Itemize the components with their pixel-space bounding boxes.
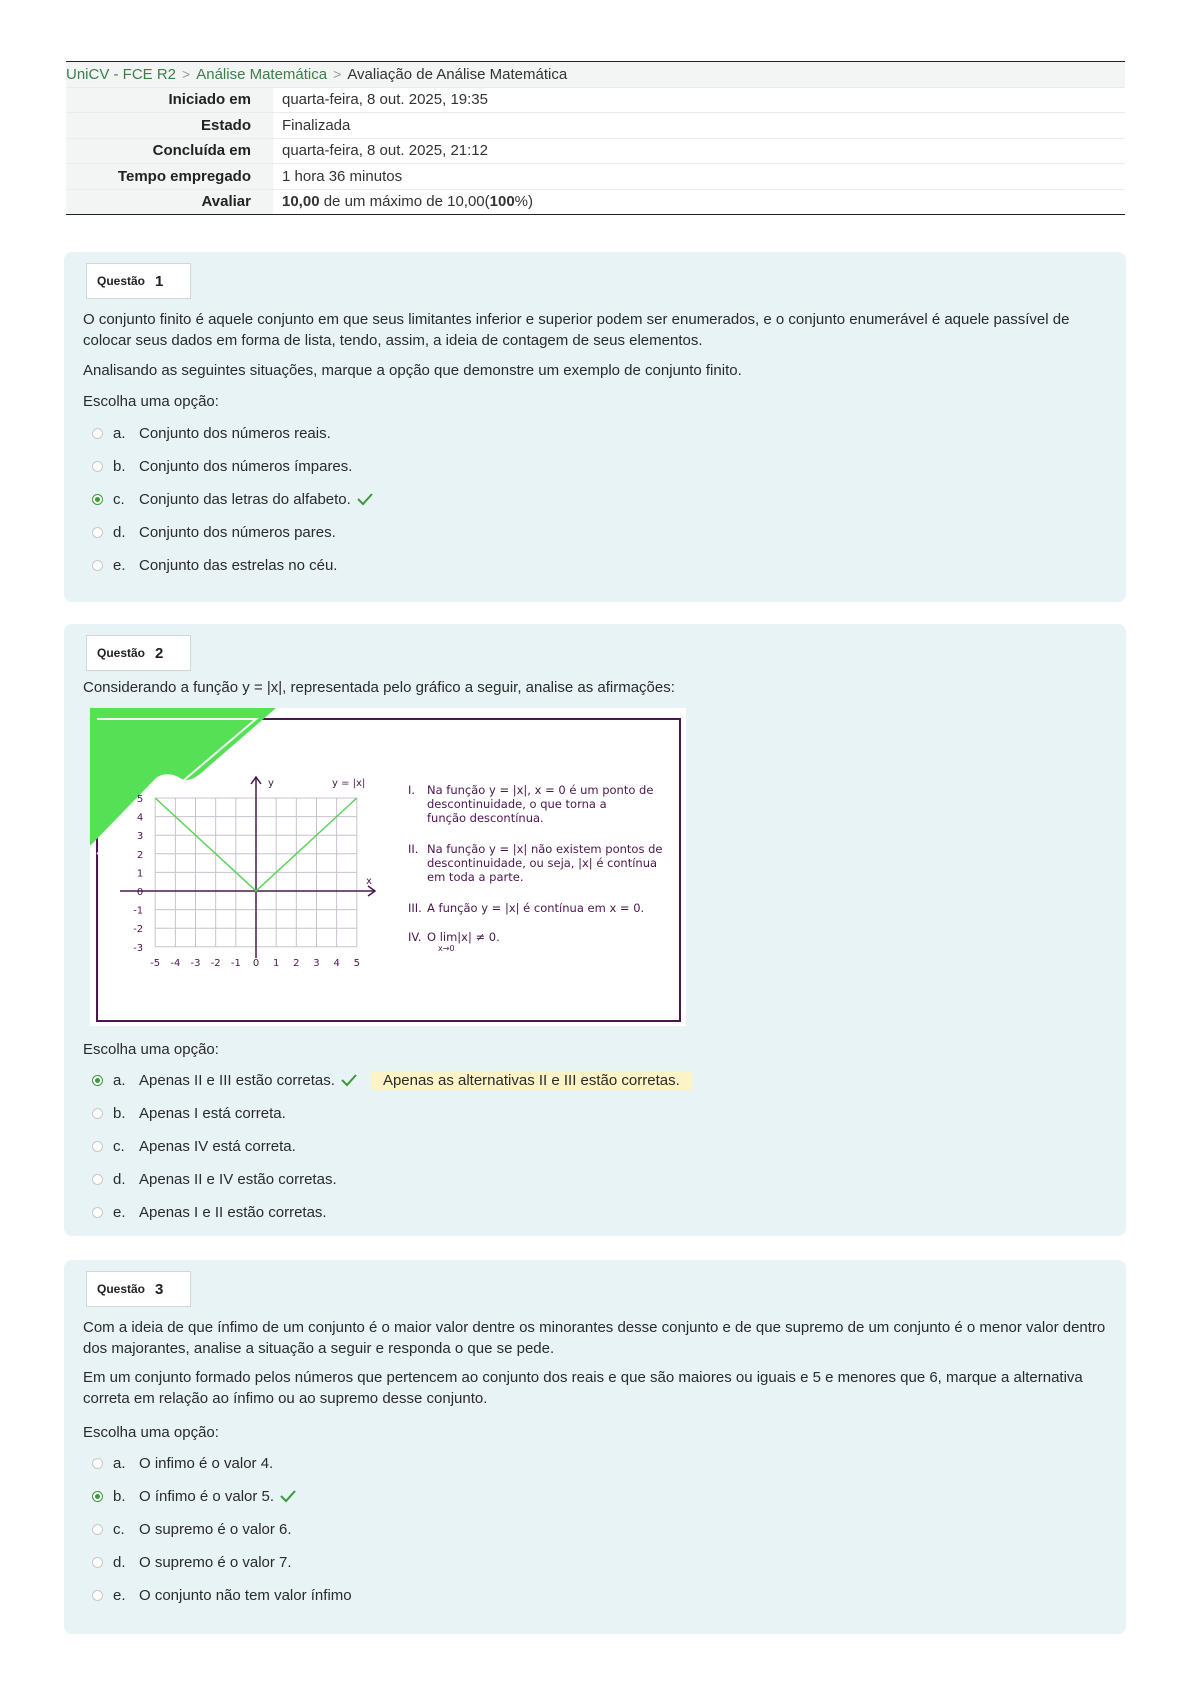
question-badge — [86, 635, 191, 671]
option-text: Conjunto das letras do alfabeto. — [139, 490, 351, 508]
x-tick-label: -4 — [170, 957, 181, 969]
option-text: Conjunto dos números ímpares. — [139, 457, 353, 475]
radio-button-selected[interactable] — [92, 494, 103, 505]
option-c[interactable] — [92, 1518, 292, 1540]
y-tick-label: 1 — [136, 868, 144, 880]
radio-button[interactable] — [92, 527, 103, 538]
grade-text-end: %) — [514, 193, 534, 211]
option-text: Apenas I e II estão corretas. — [139, 1203, 327, 1221]
option-letter: a. — [113, 1454, 126, 1472]
question-text: Analisando as seguintes situações, marque a opção que demonstre um exemplo de conjunto finito. — [83, 362, 742, 379]
option-c[interactable] — [92, 1135, 296, 1157]
question-badge-label: Questão — [97, 274, 146, 288]
option-text: Conjunto das estrelas no céu. — [139, 556, 338, 574]
radio-button[interactable] — [92, 1207, 103, 1218]
curve-label: y = |x| — [332, 778, 366, 789]
option-text: Apenas II e III estão corretas. — [139, 1071, 335, 1089]
radio-button[interactable] — [92, 1108, 103, 1119]
attempt-summary — [66, 61, 1125, 215]
statement-4-line: O lim|x| ≠ 0. — [427, 930, 500, 944]
question-number: 1 — [155, 272, 164, 290]
summary-label: Concluída em — [66, 138, 273, 164]
statement-1-number: I. — [408, 783, 416, 797]
option-c[interactable] — [92, 488, 373, 510]
statement-4-subscript: x→0 — [438, 944, 455, 953]
question-text: O conjunto finito é aquele conjunto em que seus limitantes inferior e superior podem ser enumerados, e o conjunto enumerável é aquele passível de colocar seus dados em forma de lista, tendo, assim, a ideia de contagem de seus elementos. — [83, 311, 1070, 349]
correct-check-icon — [341, 1073, 357, 1087]
breadcrumb-site[interactable]: UniCV - FCE R2 — [66, 65, 177, 83]
summary-row-started — [66, 87, 1125, 113]
question-badge — [86, 1271, 191, 1307]
y-tick-label: -3 — [133, 942, 144, 954]
question-number: 2 — [155, 644, 164, 662]
breadcrumb-course[interactable]: Análise Matemática — [196, 65, 328, 83]
x-tick-label: -3 — [190, 957, 201, 969]
statement-2-line: Na função y = |x| não existem pontos de — [427, 842, 663, 856]
option-e[interactable] — [92, 554, 337, 576]
x-tick-label: 0 — [252, 957, 260, 969]
option-letter: c. — [113, 1137, 125, 1155]
option-b[interactable] — [92, 1485, 296, 1507]
option-text: Apenas IV está correta. — [139, 1137, 296, 1155]
statement-1-line: descontinuidade, o que torna a — [427, 797, 607, 811]
radio-button[interactable] — [92, 1141, 103, 1152]
y-tick-label: 4 — [136, 812, 144, 824]
summary-row-time — [66, 164, 1125, 190]
summary-value: Finalizada — [273, 113, 1125, 139]
question-2 — [64, 624, 1126, 1236]
breadcrumb-separator-icon: > — [333, 65, 342, 82]
option-letter: d. — [113, 523, 126, 541]
option-e[interactable] — [92, 1584, 352, 1606]
question-badge — [86, 263, 191, 299]
function-graph-figure — [90, 708, 686, 1026]
question-number: 3 — [155, 1280, 164, 1298]
choose-prompt: Escolha uma opção: — [83, 1424, 219, 1441]
breadcrumb-current: Avaliação de Análise Matemática — [347, 65, 568, 83]
y-tick-label: 3 — [136, 831, 144, 843]
option-letter: b. — [113, 1104, 126, 1122]
y-tick-label: 2 — [136, 849, 144, 861]
statement-1-line: Na função y = |x|, x = 0 é um ponto de — [427, 783, 654, 797]
x-tick-label: 5 — [353, 957, 360, 969]
option-d[interactable] — [92, 1551, 292, 1573]
option-letter: a. — [113, 1071, 126, 1089]
option-b[interactable] — [92, 455, 352, 477]
option-text: Apenas II e IV estão corretas. — [139, 1170, 337, 1188]
option-d[interactable] — [92, 521, 336, 543]
summary-value: quarta-feira, 8 out. 2025, 21:12 — [273, 138, 1125, 164]
question-text: Considerando a função y = |x|, representada pelo gráfico a seguir, analise as afirmações: — [83, 679, 675, 696]
radio-button[interactable] — [92, 1557, 103, 1568]
option-letter: e. — [113, 1586, 126, 1604]
summary-row-completed — [66, 138, 1125, 164]
graph-svg — [90, 708, 686, 1026]
y-tick-label: 5 — [136, 794, 144, 805]
summary-label: Estado — [66, 113, 273, 139]
option-letter: e. — [113, 556, 126, 574]
question-badge-label: Questão — [97, 646, 146, 660]
question-text: Em um conjunto formado pelos números que pertencem ao conjunto dos reais e que são maiores ou iguais e 5 e menores que 6, marque a alternativa correta em relação ao ínfimo ou ao supremo desse conjunto. — [83, 1369, 1083, 1407]
x-tick-label: -5 — [150, 957, 161, 969]
x-tick-label: 2 — [293, 957, 300, 969]
x-tick-label: -1 — [230, 957, 241, 969]
summary-row-state — [66, 113, 1125, 139]
option-letter: b. — [113, 1487, 126, 1505]
radio-button[interactable] — [92, 1590, 103, 1601]
radio-button[interactable] — [92, 1524, 103, 1535]
option-a[interactable] — [92, 1452, 273, 1474]
breadcrumb — [66, 62, 1125, 87]
option-text: Apenas I está correta. — [139, 1104, 286, 1122]
x-axis-label: x — [366, 876, 372, 887]
option-letter: c. — [113, 1520, 125, 1538]
option-letter: d. — [113, 1170, 126, 1188]
summary-value: quarta-feira, 8 out. 2025, 19:35 — [273, 87, 1125, 113]
y-tick-label: 0 — [136, 887, 144, 898]
x-tick-label: 4 — [333, 957, 340, 969]
statement-2-number: II. — [408, 842, 419, 856]
option-d[interactable] — [92, 1168, 337, 1190]
radio-button[interactable] — [92, 428, 103, 439]
option-b[interactable] — [92, 1102, 286, 1124]
breadcrumb-separator-icon: > — [182, 65, 191, 82]
option-text: O ínfimo é o valor 5. — [139, 1487, 275, 1505]
grade-score: 10,00 — [282, 193, 320, 211]
summary-row-grade — [66, 189, 1125, 214]
statement-2-line: em toda a parte. — [427, 870, 524, 884]
option-letter: a. — [113, 424, 126, 442]
statement-4-number: IV. — [408, 930, 422, 944]
x-tick-label: 1 — [272, 957, 280, 969]
option-text: O infimo é o valor 4. — [139, 1454, 274, 1472]
radio-button-selected[interactable] — [92, 1491, 103, 1502]
option-letter: c. — [113, 490, 125, 508]
radio-button[interactable] — [92, 1174, 103, 1185]
summary-value — [273, 189, 1125, 214]
option-text: Conjunto dos números pares. — [139, 523, 336, 541]
correct-check-icon — [280, 1489, 296, 1503]
option-a[interactable] — [92, 1069, 692, 1091]
option-text: Conjunto dos números reais. — [139, 424, 331, 442]
grade-text: de um máximo de 10,00( — [319, 193, 490, 211]
summary-label: Iniciado em — [66, 87, 273, 113]
option-text: O supremo é o valor 7. — [139, 1553, 292, 1571]
grade-percent: 100 — [489, 193, 515, 211]
option-letter: b. — [113, 457, 126, 475]
statement-3-line: A função y = |x| é contínua em x = 0. — [427, 901, 645, 915]
statement-1-line: função descontínua. — [427, 811, 544, 825]
option-feedback: Apenas as alternativas II e III estão corretas. — [371, 1071, 692, 1090]
question-3 — [64, 1260, 1126, 1634]
option-letter: e. — [113, 1203, 126, 1221]
summary-value: 1 hora 36 minutos — [273, 164, 1125, 190]
statement-2-line: descontinuidade, ou seja, |x| é contínua — [427, 856, 658, 870]
option-text: O conjunto não tem valor ínfimo — [139, 1586, 352, 1604]
statement-3-number: III. — [408, 901, 422, 915]
x-tick-label: 3 — [313, 957, 320, 969]
radio-button[interactable] — [92, 560, 103, 571]
option-letter: d. — [113, 1553, 126, 1571]
x-tick-label: -2 — [210, 957, 221, 969]
choose-prompt: Escolha uma opção: — [83, 393, 219, 410]
y-tick-label: -2 — [133, 924, 144, 936]
option-text: O supremo é o valor 6. — [139, 1520, 292, 1538]
option-e[interactable] — [92, 1201, 327, 1223]
choose-prompt: Escolha uma opção: — [83, 1041, 219, 1058]
y-axis-label: y — [268, 778, 274, 789]
y-tick-label: -1 — [133, 905, 144, 917]
question-1 — [64, 252, 1126, 602]
correct-check-icon — [357, 492, 373, 506]
option-a[interactable] — [92, 422, 331, 444]
question-badge-label: Questão — [97, 1282, 146, 1296]
summary-label: Avaliar — [66, 189, 273, 214]
question-text: Com a ideia de que ínfimo de um conjunto é o maior valor dentre os minorantes desse conjunto e de que supremo de um conjunto é o menor valor dentro dos majorantes, analise a situação a seguir e responda o que se pede. — [83, 1319, 1106, 1357]
radio-button[interactable] — [92, 461, 103, 472]
summary-label: Tempo empregado — [66, 164, 273, 190]
radio-button-selected[interactable] — [92, 1075, 103, 1086]
radio-button[interactable] — [92, 1458, 103, 1469]
